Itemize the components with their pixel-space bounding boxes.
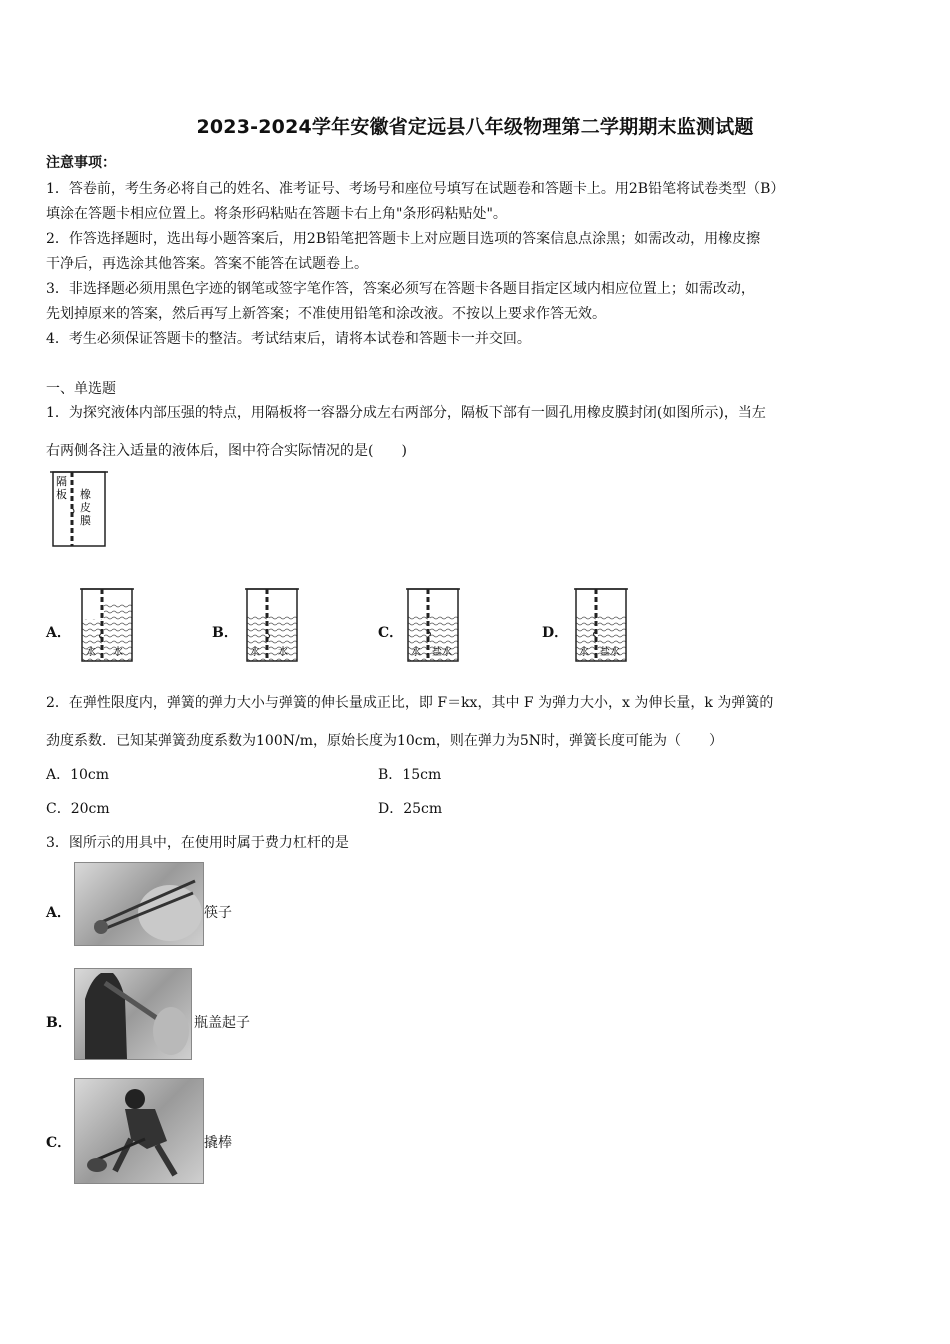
right-liquid-label: 水 <box>278 647 288 658</box>
left-liquid-label: 水 <box>579 647 589 658</box>
q2-stem-line1: 2．在弹性限度内，弹簧的弹力大小与弹簧的伸长量成正比，即 F＝kx，其中 F 为弹力大小，x 为伸长量，k 为弹簧的 <box>46 695 774 711</box>
q2-option-b[interactable]: B．15cm <box>378 767 442 783</box>
q3-option-a-label[interactable]: A． <box>46 905 71 921</box>
q2-option-d[interactable]: D．25cm <box>378 801 443 817</box>
right-liquid-label: 盐水 <box>432 647 452 658</box>
left-liquid-label: 水 <box>250 647 260 658</box>
bottle-opener-photo[interactable] <box>74 968 192 1060</box>
q2-stem-line2: 劲度系数．已知某弹簧劲度系数为100N/m，原始长度为10cm，则在弹力为5N时，弹簧长度可能为（ ） <box>46 733 724 749</box>
notice-line: 2．作答选择题时，选出每小题答案后，用2B铅笔把答题卡上对应题目选项的答案信息点涂黑；如需改动，用橡皮擦 <box>46 231 761 247</box>
q3-option-c-text: 撬棒 <box>204 1135 232 1151</box>
right-liquid-label: 水 <box>113 647 123 658</box>
page-title: 2023-2024学年安徽省定远县八年级物理第二学期期末监测试题 <box>196 116 754 138</box>
q1-option-d-label[interactable]: D． <box>542 625 569 641</box>
notice-line: 填涂在答题卡相应位置上。将条形码粘贴在答题卡右上角"条形码粘贴处"。 <box>46 206 507 222</box>
q3-stem: 3．图所示的用具中，在使用时属于费力杠杆的是 <box>46 835 349 851</box>
q2-option-a[interactable]: A．10cm <box>46 767 110 783</box>
notice-heading: 注意事项： <box>46 155 116 171</box>
q1-option-b-label[interactable]: B． <box>212 625 238 641</box>
q1-option-a-figure[interactable] <box>80 585 136 665</box>
membrane-label-3: 膜 <box>80 514 91 527</box>
notice-line: 干净后，再选涂其他答案。答案不能答在试题卷上。 <box>46 256 368 272</box>
left-liquid-label: 水 <box>86 647 96 658</box>
q3-option-c-label[interactable]: C． <box>46 1135 72 1151</box>
partition-label-2: 板 <box>56 488 67 501</box>
q1-container-figure <box>50 468 110 550</box>
q1-option-b-figure[interactable] <box>245 585 301 665</box>
q1-option-c-label[interactable]: C． <box>378 625 404 641</box>
membrane-label-1: 橡 <box>80 488 91 501</box>
q1-option-d-figure[interactable] <box>574 585 630 665</box>
left-liquid-label: 水 <box>411 647 421 658</box>
partition-label-1: 隔 <box>56 475 67 488</box>
q3-option-b-text: 瓶盖起子 <box>194 1015 250 1031</box>
q1-option-c-figure[interactable] <box>406 585 462 665</box>
notice-line: 3．非选择题必须用黑色字迹的钢笔或签字笔作答，答案必须写在答题卡各题目指定区域内相应位置上；如需改动， <box>46 281 755 297</box>
q1-stem-line2: 右两侧各注入适量的液体后，图中符合实际情况的是( ) <box>46 443 407 459</box>
q1-option-a-label[interactable]: A． <box>46 625 71 641</box>
section-heading: 一、单选题 <box>46 381 116 397</box>
notice-line: 先划掉原来的答案，然后再写上新答案；不准使用铅笔和涂改液。不按以上要求作答无效。 <box>46 306 606 322</box>
membrane-label-2: 皮 <box>80 501 91 514</box>
q1-stem-line1: 1．为探究液体内部压强的特点，用隔板将一容器分成左右两部分，隔板下部有一圆孔用橡皮膜封闭(如图所示)，当左 <box>46 405 766 421</box>
q3-option-b-label[interactable]: B． <box>46 1015 72 1031</box>
notice-line: 4．考生必须保证答题卡的整洁。考试结束后，请将本试卷和答题卡一并交回。 <box>46 331 531 347</box>
notice-line: 1．答卷前，考生务必将自己的姓名、准考证号、考场号和座位号填写在试题卷和答题卡上。用2B铅笔将试卷类型（B） <box>46 181 785 197</box>
chopsticks-photo[interactable] <box>74 862 204 946</box>
right-liquid-label: 盐水 <box>600 647 620 658</box>
crowbar-photo[interactable] <box>74 1078 204 1184</box>
q2-option-c[interactable]: C．20cm <box>46 801 110 817</box>
q3-option-a-text: 筷子 <box>204 905 232 921</box>
